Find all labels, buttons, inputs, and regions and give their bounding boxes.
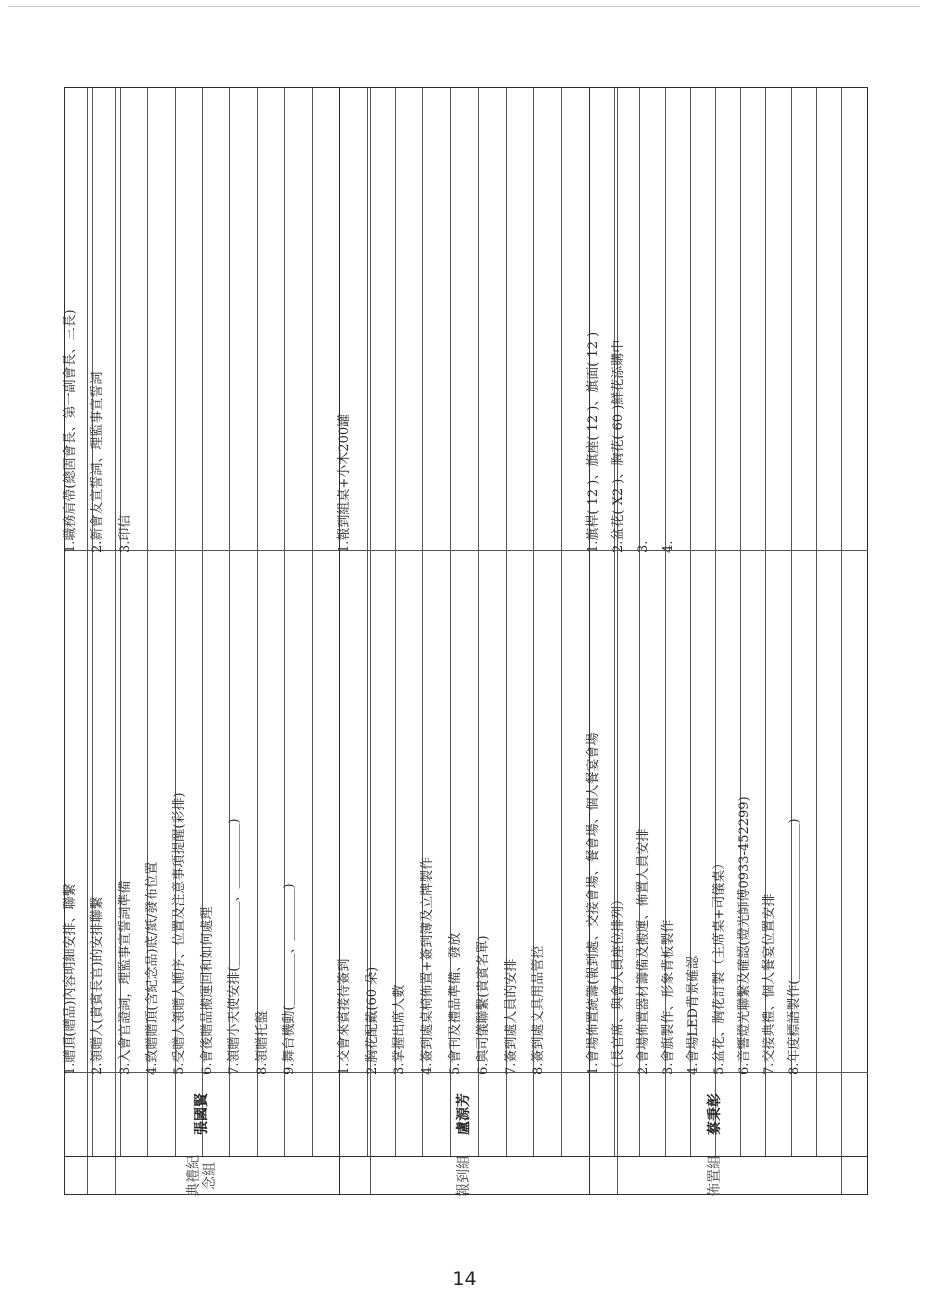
note-item: 4.: [661, 540, 677, 553]
group-name-line: 念組: [202, 1162, 218, 1190]
note-item: 1.職務肩帶(總固會長、第一副會長、三長): [62, 309, 78, 553]
task-item: 2.領贈人(貴賓長官)的安排聯繫: [90, 896, 106, 1075]
task-item: 7.交接典禮、個人餐宴位置安排: [762, 893, 777, 1075]
task-item: 9.舞台機動(＿＿＿＿、＿＿＿＿): [281, 883, 297, 1075]
page-number: 14: [452, 1268, 477, 1290]
task-item: 3.掌握出席人數: [392, 984, 408, 1075]
task-item: 1.交會來賓接待簽到: [336, 958, 352, 1075]
task-item: 7.簽到處人員的安排: [503, 958, 519, 1075]
group-name: [186, 1155, 218, 1197]
group-leader: 蔡秉彰: [707, 1093, 723, 1135]
row-divider: [312, 88, 313, 1156]
task-item: 4.會場LED背景確認: [686, 956, 702, 1075]
row-divider: [561, 88, 562, 1156]
task-item: 4.簽到處桌椅佈置+簽到簿及立牌製作: [420, 856, 436, 1075]
note-item: 1.報到組桌+小木200罐: [336, 413, 352, 553]
row-divider: [816, 88, 817, 1156]
group-name: [456, 1155, 472, 1197]
table-divider: [87, 88, 88, 1194]
task-item: 3.會旗製作、形象背板製作: [661, 919, 677, 1075]
row-divider: [257, 88, 258, 1156]
task-item: 4.致贈贈頂(含紀念品)底/紙/發布位置: [144, 861, 160, 1075]
group-name: [707, 1155, 723, 1197]
table-divider: [115, 88, 116, 1194]
note-item: 2.新會友宣誓詞、理監事宣誓詞: [90, 371, 106, 553]
task-item: 2.胸花配戴(60 朵): [364, 966, 380, 1075]
group-leader: 張國賢: [194, 1093, 210, 1135]
table-divider: [65, 550, 868, 551]
note-item: 2.盆花( X2 )、胸花( 60 )鮮花添購中: [610, 339, 626, 553]
task-item: 6.音響燈光聯繫及確認(燈光師傅0933-452299): [736, 796, 752, 1075]
task-item: 2.會場佈置器材籌備及搬運、佈置人員安排: [636, 828, 651, 1075]
task-item: 8.領贈托盤: [254, 1010, 270, 1075]
task-item: 5.會刊及禮品準備、發放: [448, 932, 463, 1075]
task-item: 5.受贈人領贈人順序、位置及注意事項提醒(彩排): [172, 792, 188, 1075]
task-item: 6.會後贈品搬運回和如何處理: [199, 906, 215, 1075]
task-item: 1.會場佈置統籌(報到處、交接會場、餐會場、個人餐宴會場: [585, 732, 601, 1075]
task-item: 7.領贈小天使安排(＿＿＿＿＿、＿＿＿＿＿): [227, 818, 243, 1075]
task-item: 8.簽到處文具用品管控: [531, 945, 547, 1075]
table-divider: [841, 88, 842, 1194]
task-item: 6.與司儀聯繫(貴賓名單): [475, 935, 491, 1075]
note-item: 3.: [636, 540, 651, 553]
group-name-line: 典禮紀: [186, 1155, 202, 1197]
page-top-rule: [8, 6, 920, 7]
task-item: 5.盆花、胸花訂製（主席桌+司儀桌）: [711, 856, 727, 1075]
group-name-line: 佈置組: [707, 1155, 723, 1197]
group-leader: 盧源芳: [456, 1093, 472, 1135]
note-item: 3.印信: [117, 514, 133, 553]
group-name-line: 報到組: [456, 1155, 472, 1197]
task-item: 1.贈頂(贈品)內容明細安排、聯繫: [62, 883, 78, 1075]
task-item: 3.入會官證詞，理監事宣誓詞準備: [117, 880, 133, 1075]
note-item: 1.旗桿( 12 )、旗座( 12 )、旗面( 12 ): [585, 331, 601, 553]
duty-assignment-table: [64, 87, 868, 1195]
task-item: （長官席、與會人員座位排列）: [610, 892, 626, 1075]
task-item: 8.年度標語製作(＿＿＿＿＿＿＿＿＿＿＿＿): [787, 818, 803, 1075]
